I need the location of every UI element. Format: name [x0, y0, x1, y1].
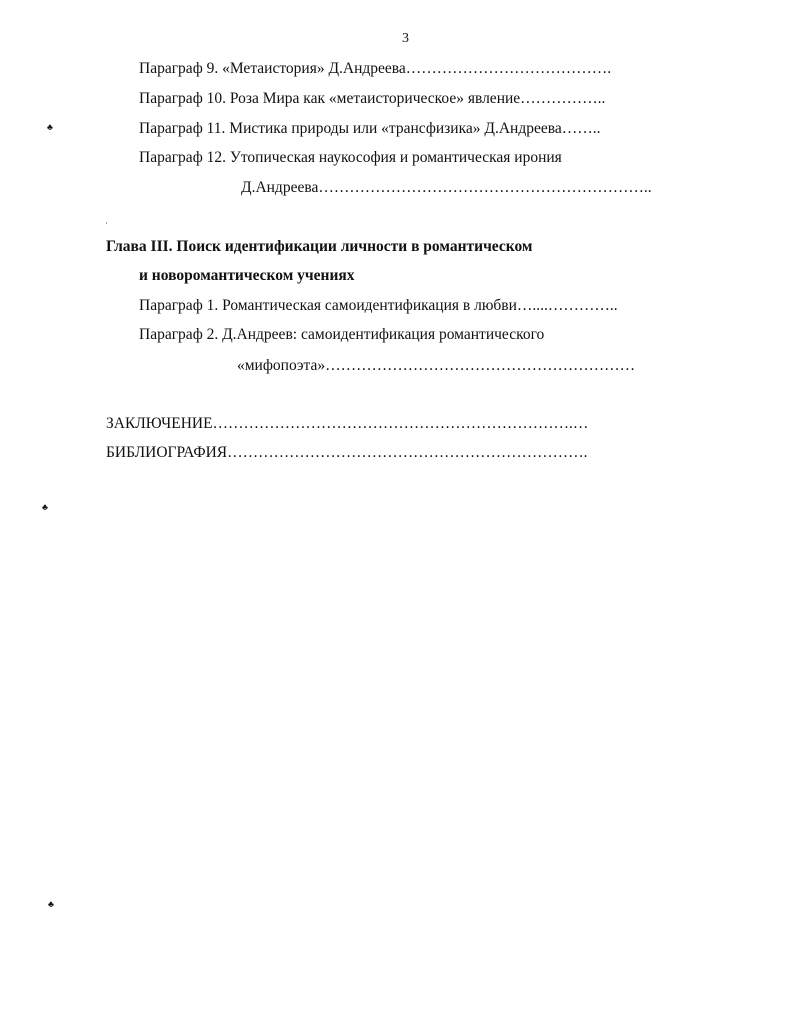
chapter-3-heading: Глава III. Поиск идентификации личности в романтическом — [106, 238, 533, 255]
toc-line-chapter-3-paragraph-2-continuation: «мифопоэта»…………………………………………………… — [237, 357, 636, 374]
toc-line-paragraph-9: Параграф 9. «Метаистория» Д.Андреева…………………………………. — [139, 60, 612, 77]
toc-line-paragraph-11: Параграф 11. Мистика природы или «трансфизика» Д.Андреева…….. — [139, 120, 601, 137]
chapter-3-heading-continuation: и новоромантическом учениях — [139, 267, 355, 284]
toc-line-bibliography: БИБЛИОГРАФИЯ……………………………………………………………. — [106, 444, 588, 461]
margin-bullet-top: ♣ — [47, 122, 53, 132]
margin-bullet-middle: ♣ — [42, 502, 48, 512]
toc-line-conclusion: ЗАКЛЮЧЕНИЕ…………………………………………………………….… — [106, 415, 589, 432]
toc-line-chapter-3-paragraph-1: Параграф 1. Романтическая самоидентификация в любви…....………….. — [139, 297, 618, 314]
margin-tick — [106, 222, 107, 224]
toc-line-chapter-3-paragraph-2: Параграф 2. Д.Андреев: самоидентификация романтического — [139, 326, 545, 343]
toc-line-paragraph-12-continuation: Д.Андреева……………………………………………………….. — [241, 179, 652, 196]
toc-line-paragraph-12: Параграф 12. Утопическая наукософия и романтическая ирония — [139, 149, 562, 166]
page-number: 3 — [402, 31, 409, 46]
toc-line-paragraph-10: Параграф 10. Роза Мира как «метаисторическое» явление…………….. — [139, 90, 606, 107]
margin-bullet-bottom: ♣ — [48, 899, 54, 909]
